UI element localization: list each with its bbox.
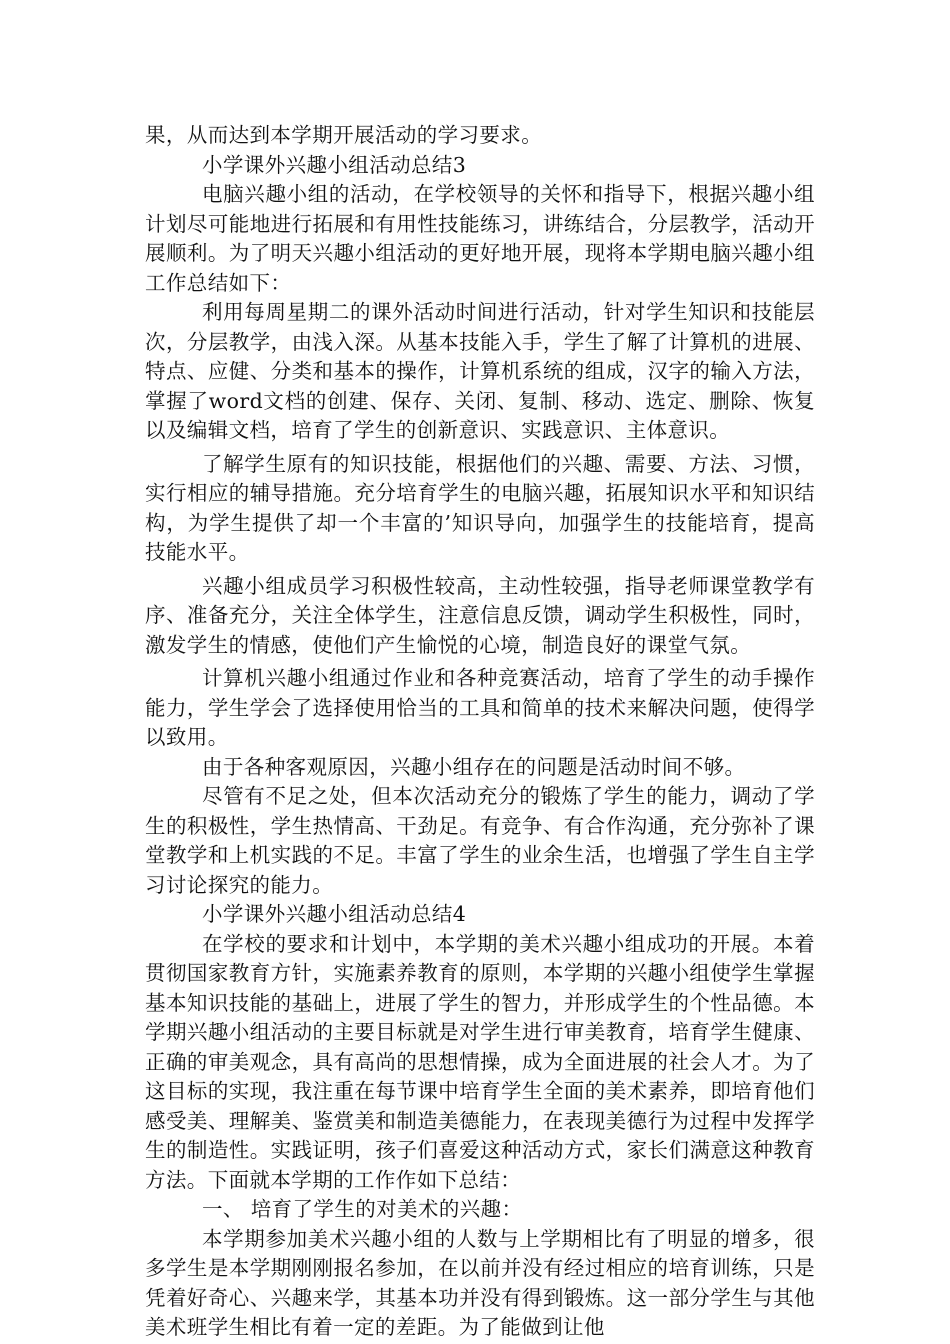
paragraph-continuation: 果，从而达到本学期开展活动的学习要求。 <box>145 123 543 147</box>
paragraph: 本学期参加美术兴趣小组的人数与上学期相比有了明显的增多，很多学生是本学期刚刚报名参加，在以前并没有经过相应的培育训练，只是凭着好奇心、兴趣来学，其基本功并没有得到锻炼。这一部分学生与其他美术班学生相比有着一定的差距。为了能做到让他 <box>145 1226 815 1339</box>
paragraph: 计算机兴趣小组通过作业和各种竞赛活动，培育了学生的动手操作能力，学生学会了选择使用恰当的工具和简单的技术来解决问题，使得学以致用。 <box>145 666 815 749</box>
subsection-heading: 一、 培育了学生的对美术的兴趣： <box>202 1197 523 1221</box>
paragraph: 电脑兴趣小组的活动，在学校领导的关怀和指导下，根据兴趣小组计划尽可能地进行拓展和有用性技能练习，讲练结合，分层教学，活动开展顺利。为了明天兴趣小组活动的更好地开展，现将本学期电脑兴趣小组工作总结如下： <box>145 182 815 295</box>
section-heading-3: 小学课外兴趣小组活动总结3 <box>202 152 467 177</box>
paragraph: 尽管有不足之处，但本次活动充分的锻炼了学生的能力，调动了学生的积极性，学生热情高、干劲足。有竞争、有合作沟通，充分弥补了课堂教学和上机实践的不足。丰富了学生的业余生活，也增强了学生自主学习讨论探究的能力。 <box>145 784 815 897</box>
document-body <box>145 121 815 1343</box>
paragraph: 在学校的要求和计划中，本学期的美术兴趣小组成功的开展。本着贯彻国家教育方针，实施素养教育的原则，本学期的兴趣小组使学生掌握基本知识技能的基础上，进展了学生的智力，并形成学生的个性品德。本学期兴趣小组活动的主要目标就是对学生进行审美教育，培育学生健康、正确的审美观念，具有高尚的思想情操，成为全面进展的社会人才。为了这目标的实现，我注重在每节课中培育学生全面的美术素养，即培育他们感受美、理解美、鉴赏美和制造美德能力，在表现美德行为过程中发挥学生的制造性。实践证明，孩子们喜爱这种活动方式，家长们满意这种教育方法。下面就本学期的工作作如下总结： <box>145 931 815 1192</box>
paragraph: 利用每周星期二的课外活动时间进行活动，针对学生知识和技能层次，分层教学，由浅入深。从基本技能入手，学生了解了计算机的进展、特点、应健、分类和基本的操作，计算机系统的组成，汉字的输入方法，掌握了word文档的创建、保存、关闭、复制、移动、选定、删除、恢复以及编辑文档，培育了学生的创新意识、实践意识、主体意识。 <box>145 300 815 442</box>
paragraph: 由于各种客观原因，兴趣小组存在的问题是活动时间不够。 <box>202 754 746 779</box>
section-heading-4: 小学课外兴趣小组活动总结4 <box>202 902 467 926</box>
paragraph: 兴趣小组成员学习积极性较高，主动性较强，指导老师课堂教学有序、准备充分，关注全体学生，注意信息反馈，调动学生积极性，同时，激发学生的情感，使他们产生愉悦的心境，制造良好的课堂气氛。 <box>145 573 815 657</box>
paragraph: 了解学生原有的知识技能，根据他们的兴趣、需要、方法、习惯，实行相应的辅导措施。充分培育学生的电脑兴趣，拓展知识水平和知识结构，为学生提供了却一个丰富的’知识导向，加强学生的技能培育，提高技能水平。 <box>145 451 815 564</box>
